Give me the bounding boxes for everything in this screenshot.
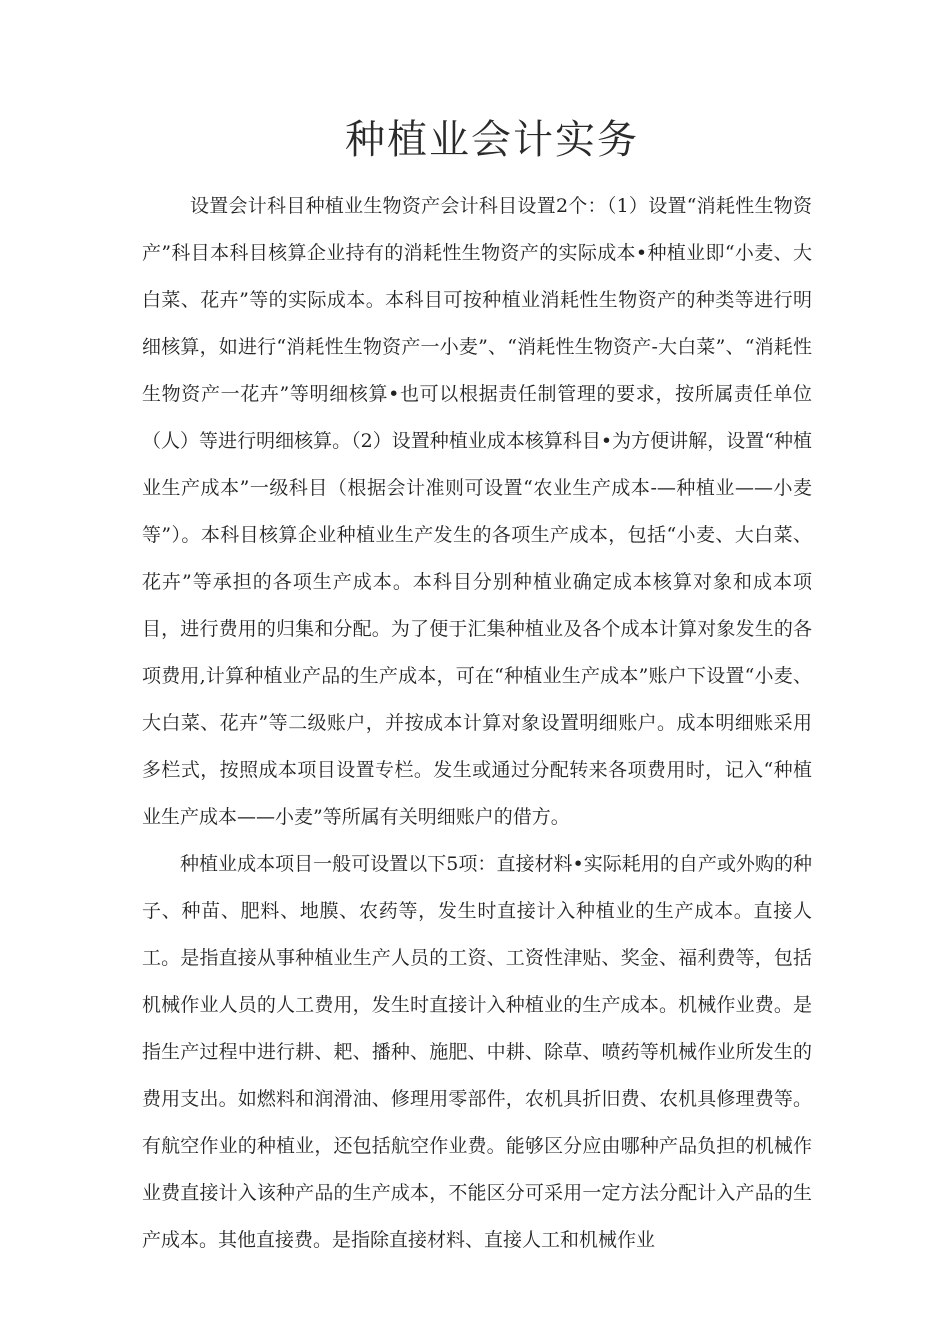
document-title: 种植业会计实务 (345, 117, 639, 163)
paragraph-accounting-subjects: 设置会计科目种植业生物资产会计科目设置2个：（1）设置“消耗性生物资产”科目本科目核算企业持有的消耗性生物资产的实际成本•种植业即“小麦、大白菜、花卉”等的实际成本。本科目可按种植业消耗性生物资产的种类等进行明细核算，如进行“消耗性生物资产一小麦”、“消耗性生物资产-大白菜”、“消耗性生物资产一花卉”等明细核算•也可以根据责任制管理的要求，按所属责任单位（人）等进行明细核算。（2）设置种植业成本核算科目•为方便讲解，设置“种植业生产成本”一级科目（根据会计准则可设置“农业生产成本-—种植业——小麦等”）。本科目核算企业种植业生产发生的各项生产成本，包括“小麦、大白菜、花卉”等承担的各项生产成本。本科目分别种植业确定成本核算对象和成本项目，进行费用的归集和分配。为了便于汇集种植业及各个成本计算对象发生的各项费用,计算种植业产品的生产成本，可在“种植业生产成本”账户下设置“小麦、大白菜、花卉”等二级账户，并按成本计算对象设置明细账户。成本明细账采用多栏式，按照成本项目设置专栏。发生或通过分配转来各项费用时，记入“种植业生产成本——小麦”等所属有关明细账户的借方。 (142, 195, 812, 828)
document-body (142, 183, 812, 1264)
paragraph-cost-items: 种植业成本项目一般可设置以下5项：直接材料•实际耗用的自产或外购的种子、种苗、肥料、地膜、农药等，发生时直接计入种植业的生产成本。直接人工。是指直接从事种植业生产人员的工资、工资性津贴、奖金、福利费等，包括机械作业人员的人工费用，发生时直接计入种植业的生产成本。机械作业费。是指生产过程中进行耕、耙、播种、施肥、中耕、除草、喷药等机械作业所发生的费用支出。如燃料和润滑油、修理用零部件，农机具折旧费、农机具修理费等。有航空作业的种植业，还包括航空作业费。能够区分应由哪种产品负担的机械作业费直接计入该种产品的生产成本，不能区分可采用一定方法分配计入产品的生产成本。其他直接费。是指除直接材料、直接人工和机械作业 (142, 853, 812, 1251)
